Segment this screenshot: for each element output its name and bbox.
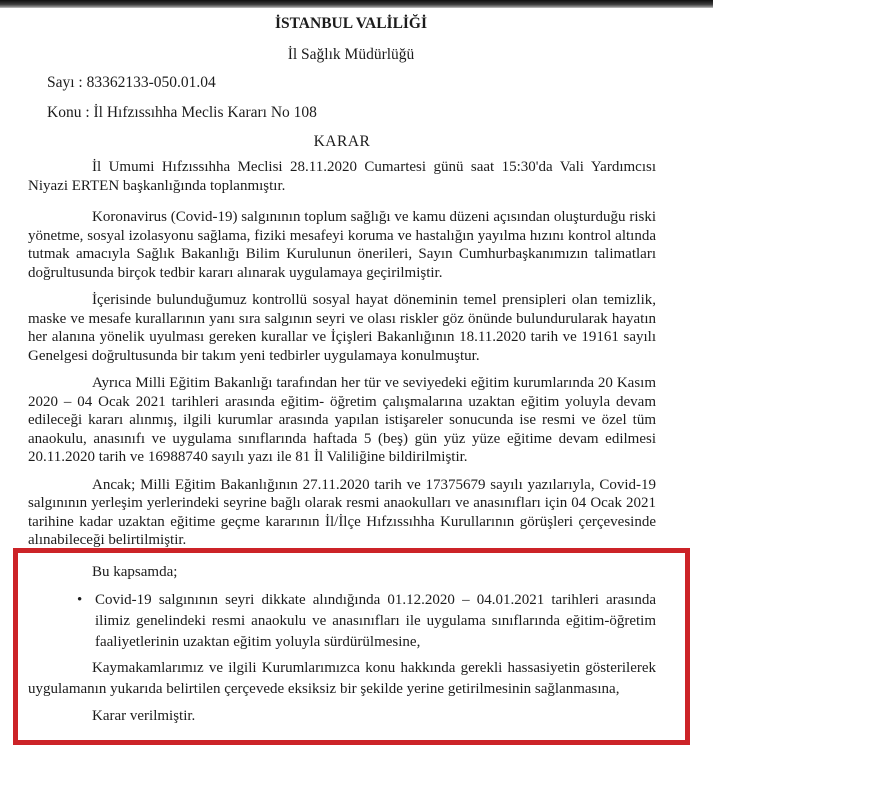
highlight-intro: Bu kapsamda; bbox=[92, 564, 178, 580]
paragraph-social-life-rules: İçerisinde bulunduğumuz kontrollü sosyal hayat döneminin temel prensipleri olan temizlik, maske ve mesafe kurallarının yanı sıra salgının seyri ve olası riskler göz önünde bulundurularak hayatın her alanına yönelik uyulması gereken kurallar ve İçişleri Bakanlığının 18.11.2020 tarih ve 19161 sayılı Genelgesi doğrultusunda bir takım yeni tedbirler uygulamaya konulmuştur. bbox=[28, 292, 656, 364]
paragraph-meb-letter: Ancak; Milli Eğitim Bakanlığının 27.11.2020 tarih ve 17375679 sayılı yazılarıyla, Covid-19 salgınının yerleşim yerlerindeki seyrine bağlı olarak resmi anaokulları ve anasınıfları için 04 Ocak 2021 tarihine kadar uzaktan eğitime geçme kararının İl/İlçe Hıfzıssıhha Kurullarının görüşleri çerçevesinde alınabileceği belirtilmiştir. bbox=[28, 476, 656, 548]
karar-heading: KARAR bbox=[313, 133, 371, 150]
org-title: İSTANBUL VALİLİĞİ bbox=[274, 15, 428, 32]
highlight-content bbox=[18, 562, 685, 727]
highlight-box bbox=[13, 548, 690, 745]
paragraph-meeting: İl Umumi Hıfzıssıhha Meclisi 28.11.2020 Cumartesi günü saat 15:30'da Vali Yardımcısı Niyazi ERTEN başkanlığında toplanmıştır. bbox=[28, 159, 656, 194]
sayi-line: Sayı : 83362133-050.01.04 bbox=[47, 74, 216, 91]
document-page bbox=[28, 0, 656, 550]
bullet-item bbox=[77, 590, 656, 653]
paragraph-covid-measures: Koronavirus (Covid-19) salgınının toplum sağlığı ve kamu düzeni açısından oluşturduğu riski yönetme, sosyal izolasyonu sağlama, fiziki mesafeyi koruma ve hastalığın yayılma hızını kontrol altında tutmak amacıyla Sağlık Bakanlığı Bilim Kurulunun önerileri, Sayın Cumhurbaşkanımızın talimatları doğrultusunda birçok tedbir kararı alınarak uygulamaya geçirilmiştir. bbox=[28, 209, 656, 281]
bullet-text: Covid-19 salgınının seyri dikkate alındığında 01.12.2020 – 04.01.2021 tarihleri arasında ilimiz genelindeki resmi anaokulu ve anasınıfları ile uygulama sınıflarında eğitim-öğretim faaliyetlerinin uzaktan eğitim yoluyla sürdürülmesine, bbox=[95, 592, 656, 650]
highlight-paragraph: Kaymakamlarımız ve ilgili Kurumlarımızca konu hakkında gerekli hassasiyetin gösterilerek uygulamanın yukarıda belirtilen çerçevede eksiksiz bir şekilde yerine getirilmesinin sağlanmasına, bbox=[28, 660, 656, 697]
bullet-icon: • bbox=[77, 592, 83, 608]
highlight-closing: Karar verilmiştir. bbox=[92, 708, 196, 724]
department-title: İl Sağlık Müdürlüğü bbox=[287, 46, 415, 63]
paragraph-education-decision: Ayrıca Milli Eğitim Bakanlığı tarafından her tür ve seviyedeki eğitim kurumlarında 20 Kasım 2020 – 04 Ocak 2021 tarihleri arasında eğitim- öğretim çalışmalarına uzaktan eğitim yoluyla devam edileceği kararı alınmış, ilgili kurumlar arasında yapılan istişareler sonucunda ise resmi ve özel tüm anaokulu, anasınıfı ve uygulama sınıflarında haftada 5 (beş) gün yüz yüze eğitime devam edilmesi 20.11.2020 tarih ve 16988740 sayılı yazı ile 81 İl Valiliğine bildirilmiştir. bbox=[28, 375, 656, 465]
konu-line: Konu : İl Hıfzıssıhha Meclis Kararı No 108 bbox=[47, 104, 317, 121]
